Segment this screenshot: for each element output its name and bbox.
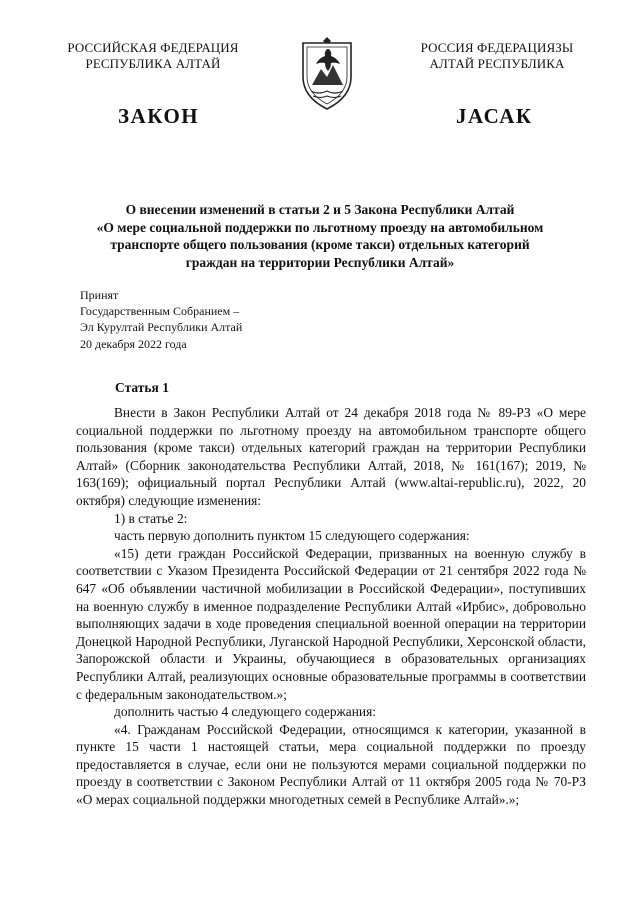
adopted-date: 20 декабря 2022 года: [80, 336, 187, 351]
article-paragraph: 1) в статье 2:: [114, 510, 188, 526]
article-paragraph: «4. Гражданам Российской Федерации, относящимся к категории, указанной в пункте 15 части 1 настоящей статьи, мера социальной поддержки по проезду предоставляется в случае, если они не пользуются мерами социальной поддержки по проезду в соответствии с Законом Республики Алтай от 11 октября 2005 года № 70-РЗ «О мерах социальной поддержки многодетных семей в Республике Алтай».»;: [76, 721, 586, 808]
adopted-line: Государственным Собранием –: [80, 304, 240, 319]
coat-of-arms-icon: [297, 35, 357, 113]
header-left: [48, 40, 258, 72]
article-paragraph: «15) дети граждан Российской Федерации, призванных на военную службу в соответствии с Указом Президента Российской Федерации от 21 сентября 2022 года № 647 «Об объявлении частичной мобилизации в Российской Федерации», поступивших на военную службу в именное подразделение Республики Алтай «Ирбис», добровольно выполняющих задачи в ходе проведения специальной военной операции на территории Донецкой Народной Республики, Луганской Народной Республики, Херсонской области, Запорожской области и Украины, обучающиеся в образовательных организациях Республики Алтай, реализующих основные образовательные программы в соответствии с федеральным законодательством.»;: [76, 545, 586, 702]
adoption-info: [80, 287, 242, 352]
title-line: «О мере социальной поддержки по льготному проезду на автомобильном: [96, 219, 544, 235]
title-line: О внесении изменений в статьи 2 и 5 Закона Республики Алтай: [125, 202, 515, 217]
article-paragraph: дополнить частью 4 следующего содержания:: [114, 704, 376, 720]
document-title: [60, 201, 580, 271]
title-line: транспорте общего пользования (кроме такси) отдельных категорий: [110, 237, 530, 253]
adopted-line: Принят: [80, 288, 119, 302]
title-line: граждан на территории Республики Алтай»: [185, 254, 455, 270]
header-right-line2: АЛТАЙ РЕСПУБЛИКА: [429, 56, 565, 71]
article-body: [76, 404, 586, 809]
article-paragraph: часть первую дополнить пунктом 15 следующего содержания:: [114, 528, 470, 544]
law-title-ru: ЗАКОН: [118, 104, 200, 128]
article-paragraph: Внести в Закон Республики Алтай от 24 декабря 2018 года № 89-РЗ «О мере социальной поддержки по льготному проезду на автомобильном транспорте общего пользования (кроме такси) отдельных категорий граждан на территории Республики Алтай» (Сборник законодательства Республики Алтай, 2018, № 161(167); 2019, № 163(169); официальный портал Республики Алтай (www.altai-republic.ru), 2022, 20 октября) следующие изменения:: [76, 405, 586, 508]
header-left-line2: РЕСПУБЛИКА АЛТАЙ: [85, 56, 221, 71]
adopted-line: Эл Курултай Республики Алтай: [80, 320, 243, 335]
header-left-line1: РОССИЙСКАЯ ФЕДЕРАЦИЯ: [67, 40, 239, 55]
header-right: [392, 40, 602, 72]
article-heading: Статья 1: [115, 380, 169, 395]
law-title-altai: JАСАК: [456, 104, 533, 128]
header-right-line1: РОССИЯ ФЕДЕРАЦИЯЗЫ: [420, 40, 574, 55]
